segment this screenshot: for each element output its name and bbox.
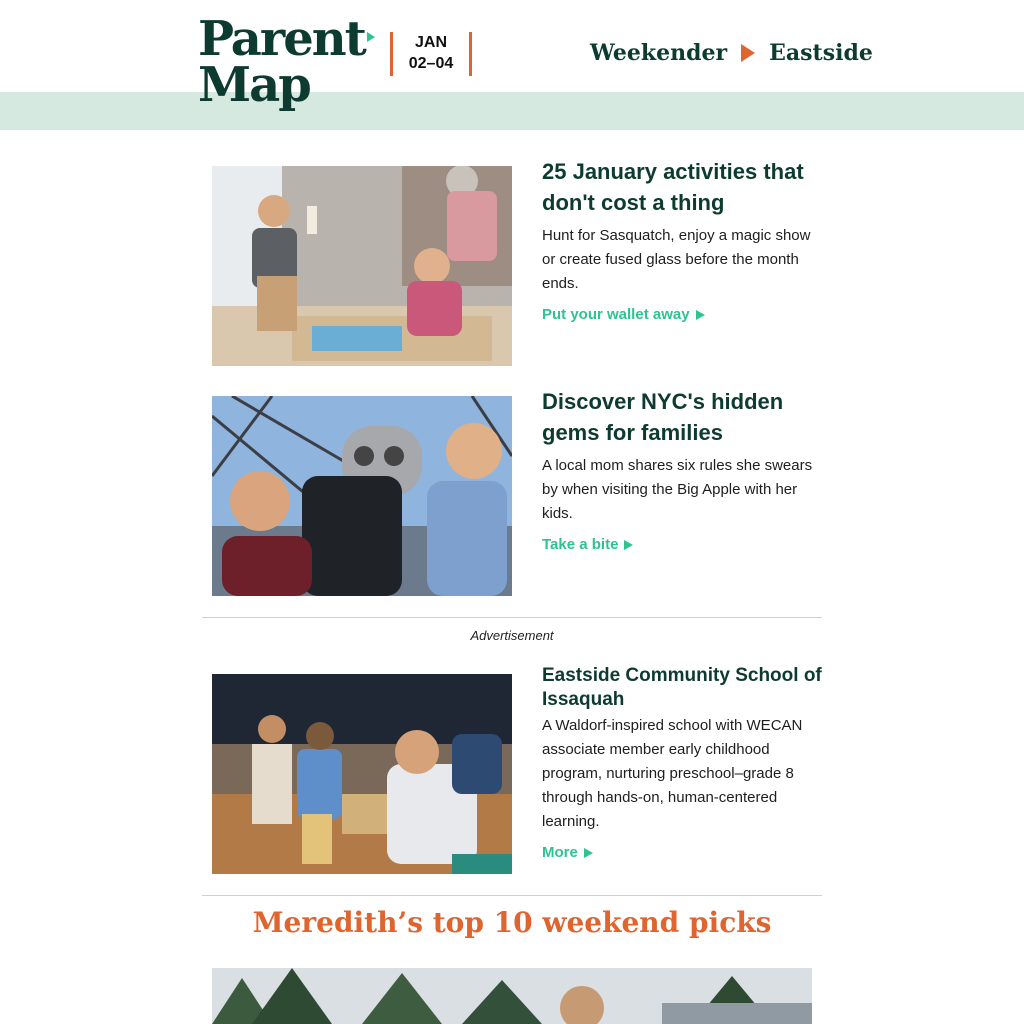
story-title[interactable]: Discover NYC's hidden gems for families bbox=[542, 389, 784, 445]
ad-cta-label: More bbox=[542, 844, 578, 861]
ad-cta-link[interactable] bbox=[542, 844, 827, 861]
date-month: JAN bbox=[414, 34, 447, 51]
ad-title[interactable]: Eastside Community School of Issaquah bbox=[542, 665, 822, 710]
story-text bbox=[542, 386, 827, 553]
play-arrow-icon bbox=[696, 310, 705, 320]
ad-text bbox=[542, 664, 827, 861]
divider bbox=[202, 895, 822, 896]
weekend-picks-heading: Meredith’s top 10 weekend picks bbox=[252, 906, 772, 939]
story-image-nyc-binoculars[interactable] bbox=[212, 396, 512, 596]
edition-label bbox=[590, 40, 873, 66]
edition-region: Eastside bbox=[769, 40, 873, 66]
advertisement-label: Advertisement bbox=[470, 628, 554, 643]
story-cta-label: Put your wallet away bbox=[542, 306, 690, 323]
story-description: A local mom shares six rules she swears by when visiting the Big Apple with her kids. bbox=[542, 457, 813, 522]
parentmap-logo[interactable] bbox=[198, 11, 375, 113]
logo-line-2: Map bbox=[198, 57, 310, 113]
edition-arrow-icon bbox=[741, 44, 755, 62]
story-cta-link[interactable] bbox=[542, 536, 827, 553]
logo-line-1: Parent bbox=[198, 16, 375, 62]
edition-name: Weekender bbox=[590, 40, 728, 66]
story-cta-link[interactable] bbox=[542, 306, 827, 323]
story-description: Hunt for Sasquatch, enjoy a magic show or create fused glass before the month ends. bbox=[542, 227, 811, 292]
ad-image-classroom[interactable] bbox=[212, 674, 512, 874]
date-range: 02–04 bbox=[408, 55, 454, 72]
header-band bbox=[0, 92, 1024, 130]
play-arrow-icon bbox=[624, 540, 633, 550]
picks-hero-image[interactable] bbox=[212, 968, 812, 1024]
story-cta-label: Take a bite bbox=[542, 536, 619, 553]
logo-triangle-icon bbox=[367, 32, 375, 42]
story-image-kids-crafts[interactable] bbox=[212, 166, 512, 366]
story-text bbox=[542, 156, 827, 323]
divider bbox=[202, 617, 822, 618]
play-arrow-icon bbox=[584, 848, 593, 858]
story-title[interactable]: 25 January activities that don't cost a thing bbox=[542, 159, 804, 215]
issue-date bbox=[390, 32, 472, 76]
ad-description: A Waldorf-inspired school with WECAN associate member early childhood program, nurturing preschool–grade 8 through hands-on, human-centered learning. bbox=[542, 717, 803, 830]
